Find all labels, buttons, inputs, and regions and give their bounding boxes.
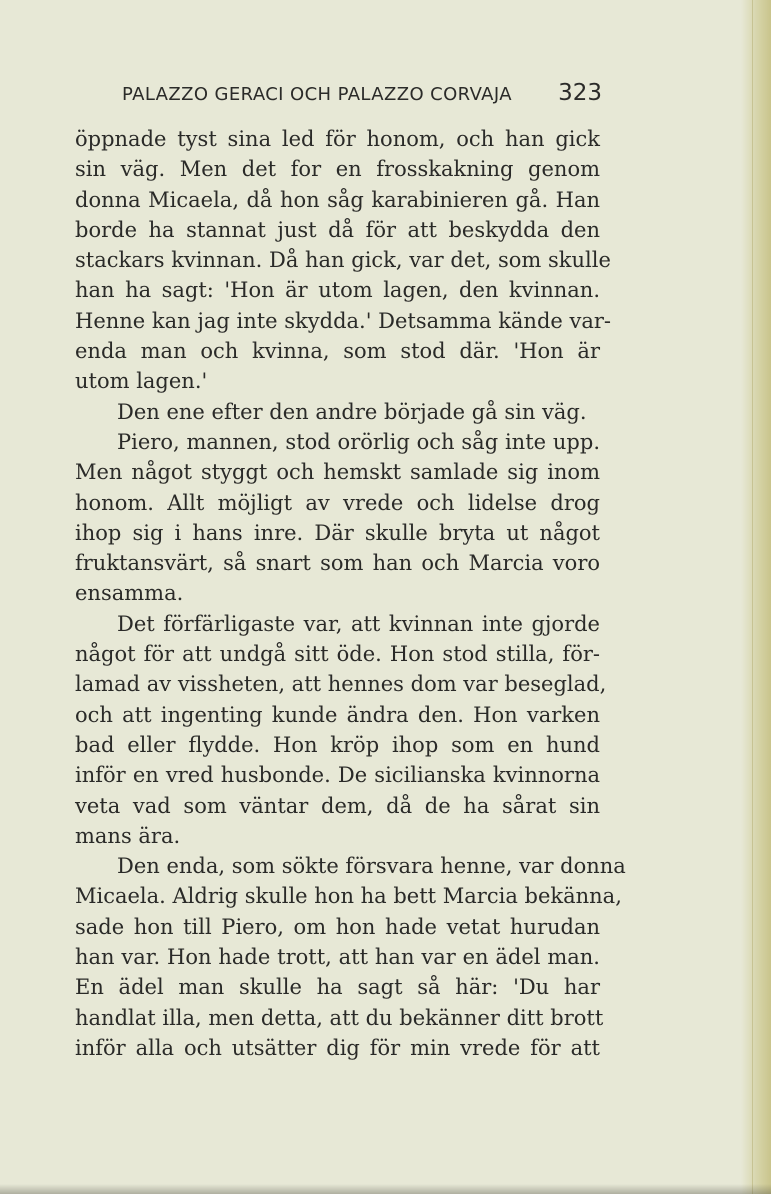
text-line: och att ingenting kunde ändra den. Hon varken <box>75 702 600 727</box>
text-line: inför en vred husbonde. De sicilianska kvinnorna <box>75 763 600 788</box>
text-line: han var. Hon hade trott, att han var en ädel man. <box>75 945 600 970</box>
text-line: något för att undgå sitt öde. Hon stod stilla, för- <box>75 642 600 667</box>
body-text <box>75 124 626 1063</box>
page-edge <box>741 0 771 1194</box>
text-line: utom lagen.' <box>75 369 208 394</box>
bottom-shadow <box>0 1184 771 1194</box>
page-edge-line <box>752 0 753 1194</box>
page-number: 323 <box>558 80 602 106</box>
text-line: ihop sig i hans inre. Där skulle bryta ut något <box>75 520 600 545</box>
text-line: enda man och kvinna, som stod där. 'Hon är <box>75 339 600 364</box>
text-line: Piero, mannen, stod orörlig och såg inte upp. <box>117 429 600 454</box>
text-line: Den ene efter den andre började gå sin väg. <box>117 399 587 424</box>
text-line: honom. Allt möjligt av vrede och lidelse drog <box>75 490 600 515</box>
text-line: bad eller flydde. Hon kröp ihop som en hund <box>75 732 600 757</box>
text-line: donna Micaela, då hon såg karabinieren gå. Han <box>75 187 600 212</box>
text-line: mans ära. <box>75 823 181 848</box>
text-line: han ha sagt: 'Hon är utom lagen, den kvinnan. <box>75 278 600 303</box>
text-line: Den enda, som sökte försvara henne, var donna <box>117 854 626 879</box>
page-header <box>122 80 602 114</box>
text-line: fruktansvärt, så snart som han och Marcia voro <box>75 551 600 576</box>
text-line: ensamma. <box>75 581 184 606</box>
text-line: stackars kvinnan. Då han gick, var det, som skulle <box>75 248 611 273</box>
running-head: PALAZZO GERACI OCH PALAZZO CORVAJA <box>122 84 512 105</box>
text-line: inför alla och utsätter dig för min vrede för att <box>75 1035 600 1060</box>
text-line: Men något styggt och hemskt samlade sig inom <box>75 460 600 485</box>
text-line: borde ha stannat just då för att beskydda den <box>75 217 600 242</box>
text-line: sin väg. Men det for en frosskakning genom <box>75 157 600 182</box>
text-line: öppnade tyst sina led för honom, och han gick <box>75 127 600 151</box>
text-line: Henne kan jag inte skydda.' Detsamma kände var- <box>75 308 612 333</box>
text-line: Det förfärligaste var, att kvinnan inte gjorde <box>117 611 600 636</box>
text-line: lamad av vissheten, att hennes dom var beseglad, <box>75 672 607 697</box>
text-line: veta vad som väntar dem, då de ha sårat sin <box>75 793 600 818</box>
text-line: sade hon till Piero, om hon hade vetat hurudan <box>75 914 600 939</box>
text-line: Micaela. Aldrig skulle hon ha bett Marcia bekänna, <box>75 884 622 909</box>
text-line: handlat illa, men detta, att du bekänner ditt brott <box>75 1005 604 1030</box>
text-line: En ädel man skulle ha sagt så här: 'Du har <box>75 975 600 1000</box>
